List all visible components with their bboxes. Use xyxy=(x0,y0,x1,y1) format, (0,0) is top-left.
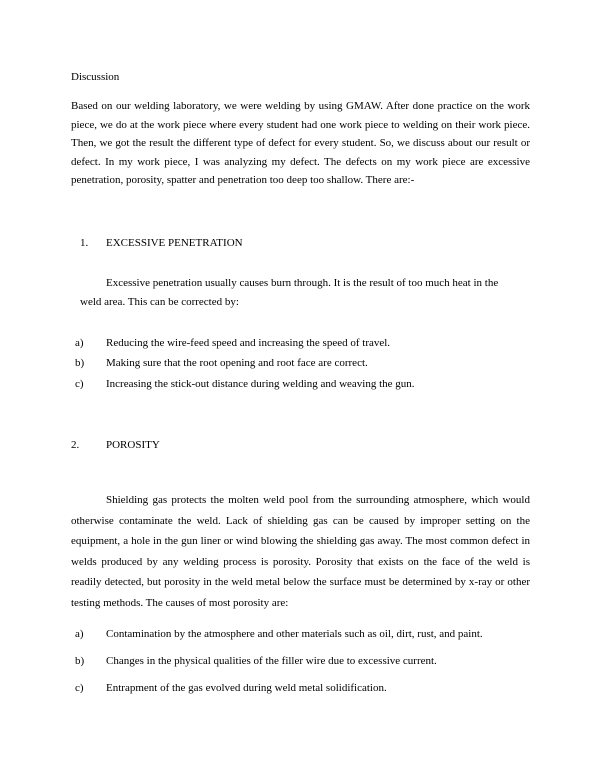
section1-paragraph-line1: Excessive penetration usually causes burn through. It is the result of too much heat in the xyxy=(106,277,499,289)
section-title: Discussion xyxy=(71,71,120,83)
list-item-marker: a) xyxy=(75,337,84,349)
section-heading-excessive-penetration: EXCESSIVE PENETRATION xyxy=(106,237,243,249)
list-item: Changes in the physical qualities of the filler wire due to excessive current. xyxy=(106,655,437,667)
section-number-1: 1. xyxy=(80,237,89,249)
list-item-marker: a) xyxy=(75,628,84,640)
list-item: Reducing the wire-feed speed and increasing the speed of travel. xyxy=(106,337,391,349)
intro-paragraph: Based on our welding laboratory, we were welding by using GMAW. After done practice on the work piece, we do at the work piece where every student had one work piece to welding on their work piece. Then, we got the result the different type of defect for every student. So, we discuss about our result or defect. In my work piece, I was analyzing my defect. The defects on my work piece are excessive penetration, porosity, spatter and penetration too deep too shallow. There are:- xyxy=(71,100,530,186)
list-item-marker: b) xyxy=(75,655,85,667)
section2-paragraph: Shielding gas protects the molten weld pool from the surrounding atmosphere, which would otherwise contaminate the weld. Lack of shielding gas can be caused by improper setting on the equipment, a hole in the gun liner or wind blowing the shielding gas away. The most common defect in welds produced by any welding process is porosity. Porosity that exists on the face of the weld is readily detected, but porosity in the weld metal below the surface must be determined by x-ray or other testing methods. The causes of most porosity are: xyxy=(71,494,530,609)
section1-paragraph-line2: weld area. This can be corrected by: xyxy=(80,296,239,308)
list-item: Increasing the stick-out distance during welding and weaving the gun. xyxy=(106,378,415,390)
list-item-marker: c) xyxy=(75,682,84,694)
section-heading-porosity: POROSITY xyxy=(106,439,160,451)
section-number-2: 2. xyxy=(71,439,80,451)
list-item: Entrapment of the gas evolved during weld metal solidification. xyxy=(106,682,387,694)
list-item: Making sure that the root opening and root face are correct. xyxy=(106,357,368,369)
list-item-marker: b) xyxy=(75,357,85,369)
list-item: Contamination by the atmosphere and other materials such as oil, dirt, rust, and paint. xyxy=(106,628,483,640)
list-item-marker: c) xyxy=(75,378,84,390)
